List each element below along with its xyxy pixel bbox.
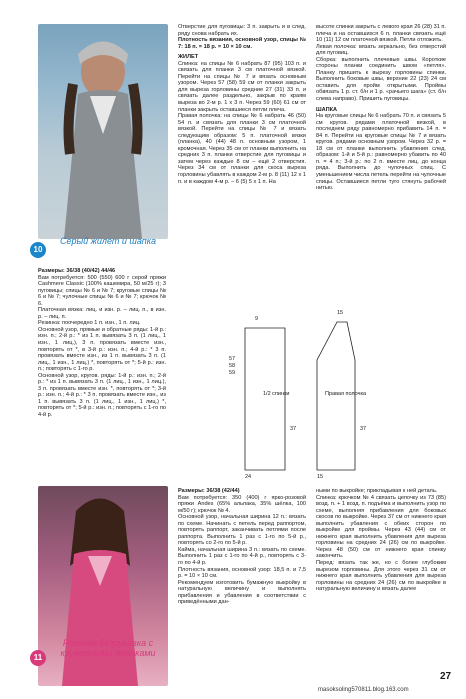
item-caption: Розовая безрукавка с кружевными планками [60,638,156,658]
measure-label: 37 [360,426,367,432]
paragraph: Рекомендуем изготовить бумажную выкройку в натуральную величину и выполнять прибавления и убавления в соответствии с приведёнными дан- [178,579,306,606]
paragraph: На круговые спицы № 6 набрать 70 п. и связать 5 см кругов. рядами платочной вязкой, в последнем ряду равномерно прибавить 14 п. = 84 п. Перейти на круговые спицы № 7 и вязать кругов. рядами основным узором. Через 32 р. = 18 см от планки выполнить убавления след. образом: 1-й и 5-й р.: равномерно убавить по 40 п. = 4 п.; 3-й р.: по 2 п. вместе лиц. до конца ряда. Выполнить до чулочных спиц. С уменьшением числа петель перейти на чулочные спицы. Оставшиеся петли туго стянуть рабочей нитью. [316,113,446,192]
paragraph: Основной узор, начальная ширина 12 п.: вязать по схеме. Начинать с петель перед раппортом, повторять раппорт, заканчивать петлями после раппорта. Выполнить 1 раз с 1-го по 5-й р., повторять со 2-го по 5-й р. [178,514,306,547]
measure-label: 57 [229,356,236,362]
paragraph: Правая полочка: на спицы № 6 набрать 46 (50) 54 п. и связать для планки 3 см платочной вязкой. Перейти на спицы № 7 и вязать следующим образом: 5 п. платочной вязки (планка), 40 (44) 48 п. основным узором, 1 кромочная. Через 35 см от планки выполнить на средних 3 п. планки отверстие для пуговицы и затем через каждые 8 см – ещё 2 отверстия. Через 34 см от планки для скоса выреза горловины убавлять в каждом 2-м р. 8 (11) 12 х 1 п. и в каждом 4-м р. – 6 (5) 5 х 1 п. На [178,113,306,185]
paragraph: Отверстие для пуговицы: 3 п. закрыть и в след. ряду снова набрать их. [178,24,306,37]
pattern-svg [225,300,450,480]
paragraph: Спинка: на спицы № 6 набрать 87 (95) 103 п. и связать для планки 3 см платочной вязкой. Перейти на спицы № 7 и вязать основным узором. Через 57 (58) 59 см от планки закрыть для выреза горловины средние 27 (31) 33 п. и связать далее раздельно, закрыв по краям выреза во 2-м р. 1 х 3 п. Через 59 (60) 61 см от планки закрыть оставшиеся петли плеча. [178,60,306,113]
paragraph: Основной узор, кругов. ряды: 1-й р.: изн. п.; 2-й р.: * из 1 п. вывязать 3 п. (1 лиц., 1 изн., 1 лиц.), 3 п. провязать вместе изн. *, повторять от *; 3-й р.: изн. п.; 4-й р.: * 3 п. провязать вместе изн., из 1 п. вывязать 3 п. (1 лиц., 1 изн., 1 лиц.) *, повторять от *; 5-й р.: изн. п.; повторять с 1-го по 4-й р. [38,372,166,419]
measure-label: 58 [229,363,236,369]
paragraph: Платочная вязка: лиц. и изн. р. – лиц. п., в изн. р. – лиц. п. [38,307,166,320]
paragraph: Спинка: крючком № 4 связать цепочку из 73 (85) возд. п. + 1 возд. п. подъёма и выполнить узор по схеме, выполняя прибавления для боковых скосов по выкройке. Через 37 см от нижнего края выполнить убавления с обеих сторон по выкройке для проймы. Через 43 (44) см от нижнего края выполнить убавления для выреза горловины на средних 24 (26) см по выкройке. Через 48 (50) см от нижнего края спинку закончить. [316,494,446,560]
item10-column [38,268,166,483]
item10-column-2 [178,24,306,294]
measure-label: 37 [290,426,297,432]
paragraph: Перед: вязать так же, но с более глубоким вырезом горловины. Для этого через 31 см от нижнего края выполнить убавления для выреза горловины на средних 24 (26) см по выкройке в натуральную величину и вязать далее [316,560,446,593]
paragraph: высоте спинки закрыть с левого края 26 (28) 31 п. плеча и на оставшихся 6 п. планки связать ещё 10 (11) 12 см платочной вязкой. Петли отложить. [316,24,446,44]
watermark: masoksoling570811.blog.163.com [318,687,409,693]
section-heading: ЖИЛЕТ [178,54,199,61]
section-heading: ШАПКА [316,106,338,113]
paragraph: Кайма, начальная ширина 3 п.: вязать по схеме. Выполнить 1 раз с 1-го по 4-й р., повторять с 3-го по 4-й р. [178,546,306,567]
paragraph: Сборка: выполнить плечевые швы. Короткие стороны планки соединить швом «петля». Планку пришить к вырезу горловины спинки. Выполнить боковые швы, верхние 22 (23) 24 см оставить для пройм открытыми. Проймы обвязать 1 р. ст. б/н и 1 р. «рачьего шага» (ст. б/н слева направо). Пришить пуговицы. [316,56,446,103]
item11-column-3 [316,488,446,668]
paragraph: ными по выкройке; прикладывая к ней деталь. [316,488,438,494]
measure-label: 15 [317,474,324,480]
measure-label: 24 [245,474,252,480]
paragraph: Основной узор, прямые и обратные ряды: 1-й р.: изн. п.; 2-й р.: * из 1 п. вывязать 3 п. (1 лиц., 1 изн., 1 лиц.), 3 п. провязать вместе изн., повторять от *, в 3-й р.: изн. п.; 4-й р.: * 3 п. провязать вместе изн., из 1 п. вывязать 3 п. (1 лиц., 1 изн., 1 лиц.) *, повторять от *; 5-й р.: изн. п.; повторять с 1-го р. [38,326,166,373]
paragraph: Плотность вязания, основной узор: 18,5 п. и 7,5 р. = 10 × 10 см. [178,566,306,580]
paragraph: Размеры: 36/38 (42/44) [178,488,240,494]
item-number-badge: 11 [30,650,46,666]
paragraph: Резинка: поочередно 1 п. изн., 1 п. лиц. [38,320,141,327]
paragraph: Плотность вязания, основной узор, спицы № 7: 18 п. = 18 р. = 10 × 10 см. [178,37,306,50]
paragraph: Размеры: 36/38 (40/42) 44/46 [38,268,116,274]
pattern-diagram [225,300,450,480]
model-illustration [38,24,168,239]
front-label: Правая полочка [325,391,367,397]
item10-column-3 [316,24,446,294]
paragraph: Вам потребуется: 500 (550) 600 г серой пряжи Cashmere Classic (100% кашемира, 50 м/25 г); 3 пуговицы; спицы № 6 и № 7; круговые спицы № 6 и № 7; чулочные спицы № 6 и № 7; крючок № 6. [38,274,166,307]
paragraph: Левая полочка: вязать зеркально, без отверстий для пуговиц. [316,43,446,57]
back-label: 1/2 спинки [263,391,290,397]
measure-label: 9 [255,316,259,322]
item11-column-2 [178,488,306,674]
item-number-badge: 10 [30,242,46,258]
item-caption: Серый жилет и шапка [60,236,156,246]
measure-label: 59 [229,370,236,376]
back-outline [245,328,285,470]
page-number: 27 [440,671,452,682]
photo-grey-vest [38,24,168,239]
paragraph: Вам потребуется: 350 (400) г ярко-розовой пряжи Andes (65% альпака, 35% шёлка, 100 м/50 г); крючок № 4. [178,494,306,514]
measure-label: 15 [337,310,344,316]
